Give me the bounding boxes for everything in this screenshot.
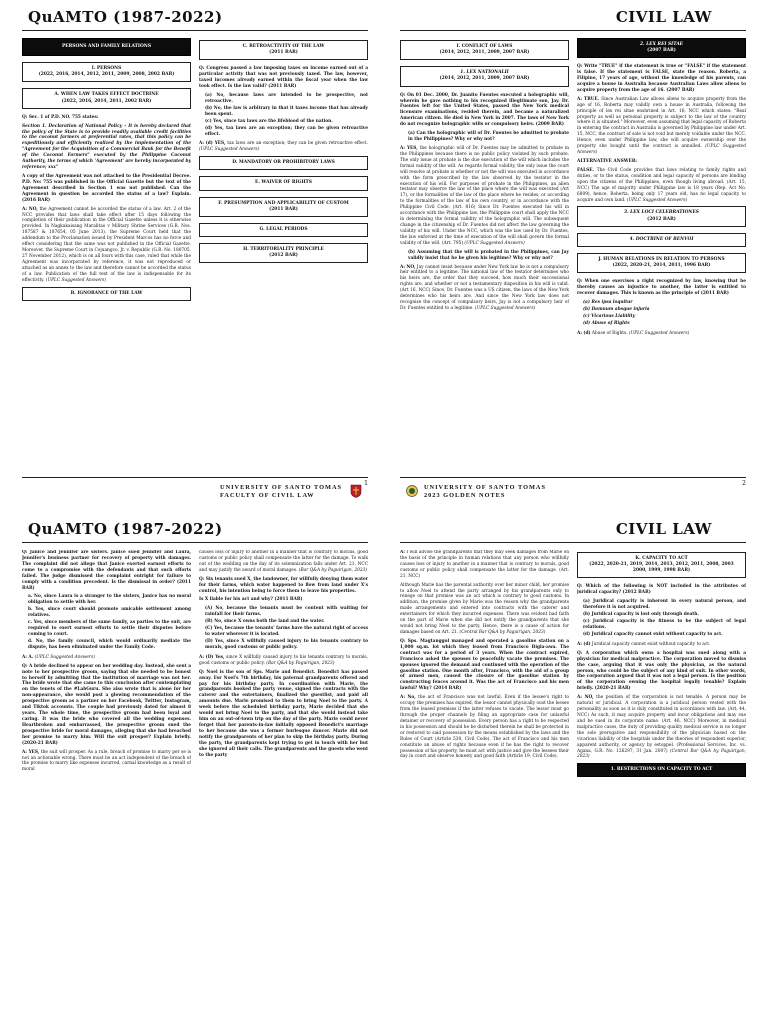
answer-continued <box>400 583 569 636</box>
option: b. Yes, since court should promote amicable settlement among relatives. <box>28 607 191 619</box>
answer-text: Abuse of Rights. <box>591 330 628 336</box>
page-1 <box>0 0 384 512</box>
answer <box>400 695 569 760</box>
option: (a) No, because laws are intended to be prospective, not retroactive. <box>205 93 368 104</box>
column-left <box>400 38 569 472</box>
quoted-provision: Section 1. Declaration of National Policy – It is hereby declared that the policy of the State is to provide readily available credit facilities to the coconut farmers at preferential rates, that this policy can be expeditiously and efficiently realized by the implementation of the "Agreement for the Acquisition of a Commercial Bank for the Benefit of the Coconut Farmers" executed by the Philippine Coconut Authority, the terms of which 'Agreement' are hereby incorporated by reference; xxx" <box>22 123 191 171</box>
answer-text: the act of Francisco was not lawful. Even if the lessee's right to occupy the premises has expired, the lessor cannot physically oust the lessee from the leased premises if the latter refuses to vacate. The lessor must go through the proper channels by filing an appropriate case for unlawful detainer or recovery of possession. Every person has a right to be respected in his possession and should he be disturbed therein he shall be protected in or restored to said possession by the means established by the laws and the Rules of Court (Article 539, Civil Code). The act of Francisco and his men constitute an abuse of rights because even if he has the right to recover possession of his property, he must act with justice and give the lessees their day in court and observe honesty and good faith (Article 19, Civil Code). <box>400 695 569 760</box>
answer-label: A: (d) <box>577 330 591 336</box>
question: Q: Congress passed a law imposing taxes on income earned out of a particular activity that was not previously taxed. The law, however, taxed incomes already earned within the fiscal year when the law took effect. Is the law valid? (2011 BAR) <box>199 66 368 90</box>
option: c. Yes, since members of the same family, as parties to the suit, are required to exert earnest efforts to settle their disputes before coming to court. <box>28 620 191 637</box>
answer-label: FALSE. <box>577 167 595 173</box>
question: Q: Six tenants sued X, the landowner, for willfully denying them water for their farms, which water happened to flow from land under X's control, his intention being to force them to leave his properties. <box>199 576 368 594</box>
answer-label: A: A. <box>22 654 34 660</box>
answer-text: The Civil Code provides that laws relating to family rights and duties, or to the status, condition and legal capacity of persons are binding upon the citizens of the Philippines, even though living abroad. (Art. 15, NCC) The age of majority under Philippine law is 18 years (Rep. Act No. 6809), hence, Roberta, being only 17 years old, has no legal capacity to acquire and own land. <box>577 167 746 203</box>
sub-question: (a) Can the holographic will of Dr. Fuentes be admitted to probate in the Philippines? Why or why not? <box>408 131 569 143</box>
option: (B) No, since X owns both the land and the water. <box>205 619 325 625</box>
topic-bar-years: (2014, 2012, 2011, 2009, 2007 BAR) <box>439 76 530 82</box>
university-seal-icon <box>406 484 418 498</box>
topic-title: K. CAPACITY TO ACT <box>635 556 688 561</box>
column-right <box>577 550 746 1020</box>
question: Q: When one exercises a right recognized by law, knowing that he thereby causes an injustice to another, the latter is entitled to recover damages. This is known as the principle of (2011 BAR) <box>577 279 746 297</box>
column-left <box>22 38 191 472</box>
page-number: 1 <box>364 480 368 487</box>
option: (A) No, because the tenants must be content with waiting for rainfall for their farms. <box>205 606 368 618</box>
answer-text: the suit will prosper. As a rule, breach of promise to marry per se is not an actionable wrong. There must be an act independent of the breach of the promise to marry like expenses incurred, carnal knowledge as a result of moral <box>22 749 191 773</box>
topic-bar-years: (2022, 2016, 2014, 2011, 2002 BAR) <box>61 98 152 104</box>
answer-label: A: No, <box>400 695 416 701</box>
column-right <box>199 38 368 472</box>
option: (d) Abuse of Rights <box>583 320 630 326</box>
sub-question: (b) Assuming that the will is probated in the Philippines, can Jay validly insist that he be given his legitime? Why or why not? <box>408 249 569 261</box>
answer-label: A: <box>400 550 405 555</box>
topic-box-territoriality <box>199 243 368 263</box>
option: (c) Vicarious Liability <box>583 313 636 319</box>
topic-bar-years: (2011 BAR) <box>269 206 298 212</box>
answer-source: (Bar Q&A by Paguirigan, 2023) <box>266 660 335 666</box>
question: Q: Write "TRUE" if the statement is true or "FALSE" if the statement is false. If the statement is FALSE, state the reason. Roberta, a Filipino, 17 years of age, without the knowledge of his parents, can acquire a house in Australia because Australian Laws allow aliens to acquire property from the age of 16. (2007 BAR) <box>577 64 746 93</box>
topic-bar-years: (2022, 2016, 2014, 2012, 2011, 2009, 2008, 2002 BAR) <box>38 72 175 78</box>
page-header: QuAMTO (1987-2022) <box>22 520 368 543</box>
answer-label: A: YES, <box>400 146 418 151</box>
university-crest-icon <box>350 484 362 498</box>
page-3 <box>0 512 384 1024</box>
answer-source: (UPLC Suggested Answers) <box>628 330 690 336</box>
answer-text: Since Australian Law allows aliens to acquire property from the age of 16, Roberta may validly own a house in Australia, following the principle of lex rei sitae enshrined in Art. 16, NCC which states: "Real property as well as personal property is subject to the law of the country where it is situated." Moreover, even assuming that legal capacity of Roberta in entering the contract in Australia is governed by Philippine law under Art. 15, NCC, the contract of sale is not void but merely voidable under the NCC. Hence, even under Philippine law, she will acquire ownership over the property she bought until the contract is annulled. <box>577 96 746 150</box>
page-header: CIVIL LAW <box>400 8 746 31</box>
topic-title: C. RETROACTIVITY OF THE LAW <box>242 44 325 49</box>
answer <box>199 655 368 667</box>
topic-box-custom <box>199 197 368 217</box>
topic-box-periods: G. LEGAL PERIODS <box>199 223 368 237</box>
option: a. No, since Laura is a stranger to the sisters, Janice has no moral obligation to settle with her. <box>28 594 191 606</box>
topic-box-restrictions: 1. RESTRICTIONS ON CAPACITY TO ACT <box>577 763 746 777</box>
topic-title: J. HUMAN RELATIONS IN RELATION TO PERSONS <box>598 256 725 262</box>
page-header: QuAMTO (1987-2022) <box>22 8 368 31</box>
answer-text: the Agreement cannot be accorded the status of a law. Art. 2 of the NCC provides that laws shall take effect after 15 days following the completion of their publication in the Official Gazette unless it is otherwise provided. In Nagkakaisang Maralitao v Military Shrine Services (G.R. Nos. 187587 & 187654, 05 June 2013), the Supreme Court held that the addendum to the Proclamation issued by President Marcos has no force and effect considering that the same was not published in the Official Gazette. Moreover, the Supreme Court in Cojuangco, Jr. v. Republic (G.R. No. 180705, 27 November 2012), which is on all fours with this case, ruled that while the Agreement was incorporated by reference, it was not reproduced or attached as an annex to the law and therefore cannot be accorded the status of a law. Publication of the full text of the law is indispensable for its effectivity. <box>22 206 191 283</box>
column-right <box>577 38 746 472</box>
answer-source: (UPLC Suggested Answers) <box>34 654 95 660</box>
answer <box>577 642 746 648</box>
option: (c) Yes, since tax laws are the lifeblood of the nation. <box>205 118 333 124</box>
page-columns <box>400 38 746 472</box>
footer-institution <box>424 484 546 500</box>
option: (C) Yes, because the tenants' farms have the natural right of access to water wherever it is located. <box>205 626 368 638</box>
answer-text: the position of the corporation is not tenable. A person may be natural or juridical. A corporation is a juridical person vested with the personality as soon as it is duly constituted in accordance with law. (Art. 44, NCC) As such, it may acquire property and incur obligations and may sue and be sued in its corporate name. (Art. 46, NCC) Moreover, in medical malpractice cases, the duty of providing quality medical service is no longer the sole prerogative and responsibility of the physician based on the vicarious liability of the hospitals under the theories of respondent superior, apparent authority, or agency by estoppel. (Professional Services, Inc. vs. Agana, G.R. No. 126297, 31 Jan. 2007) <box>577 695 746 754</box>
question: Q: A bride declined to appear on her wedding day. Instead, she sent a note to her prospective groom, saying that she needed to be honest to herself by admitting that the institution of marriage was not her. The bride wrote that she came to this conclusion after contemplating on the tenets of the #LabGuru. She also wrote that is alone for her non-appearance, she would post a glowing recommendation of the prospective groom as a partner on her Facebook, Twitter, Instagram, and Tiktok accounts. The couple had previously dated for almost 8 years. The whole time, the prospective groom had been loyal and caring. It was the bride who covered all the wedding expenses. Heartbroken and embarrassed, the prospective groom sued the prospective bride for moral damages, alleging that she had breached her promise to marry him. Will the suit prosper? Explain briefly. (2020-21 BAR) <box>22 663 191 746</box>
option: (a) Juridical capacity is inherent in every natural person, and therefore it is not acquired. <box>583 599 746 611</box>
topic-box-effect <box>22 88 191 108</box>
topic-title: I. PERSONS <box>91 66 122 72</box>
topic-box-capacity <box>577 552 746 578</box>
option: (b) No, the law is arbitrary in that it taxes income that has already been spent. <box>205 105 368 117</box>
option: (c) Juridical capacity is the fitness to be the subject of legal relations. <box>583 619 746 630</box>
answer <box>199 141 368 153</box>
answer-text: since X willfully caused injury to his tenants contrary to morals, good customs or public policy. <box>199 654 368 666</box>
question: Is X liable for his act and why? (2011 BAR) <box>199 597 303 603</box>
topic-box-rei-sitae <box>577 38 746 58</box>
question: Q: Janice and Jennifer are sisters. Janice sued Jennifer and Laura, Jennifer's business partner for recovery of property with damages. The complaint did not allege that Janice exerted earnest efforts to come to a compromise with the defendants and that such efforts failed. The judge dismissed the complaint outright for failure to comply with a condition precedent. Is the dismissal in order? (2011 BAR) <box>22 550 191 591</box>
topic-title: 2. LEX REI SITAE <box>639 42 684 47</box>
answer-source: (Central Bar Q&A by Paguirigan, 2023) <box>459 629 546 635</box>
topic-title: F. PRESUMPTION AND APPLICABILITY OF CUSTOM <box>218 200 349 206</box>
topic-bar-years: (2014, 2012, 2011, 2009, 2007 BAR) <box>439 50 530 56</box>
answer-label: A: TRUE. <box>577 96 600 102</box>
answer <box>577 695 746 760</box>
option: (d) Juridical capacity cannot exist without capacity to act. <box>583 631 723 637</box>
column-left <box>22 550 191 1020</box>
option: d. No, the family council, which would ordinarily mediate the dispute, has been eliminated under the Family Code. <box>28 638 191 650</box>
answer-label: A: YES, <box>22 749 40 755</box>
footer-institution <box>220 484 342 500</box>
answer <box>577 168 746 204</box>
topic-bar-years: (2011 BAR) <box>269 50 298 56</box>
answer <box>577 331 746 337</box>
answer-continued <box>199 550 368 574</box>
options-list <box>22 594 191 650</box>
topic-title: 1. LEX NATIONALII <box>460 70 509 76</box>
answer-text: Juridical capacity cannot exist without capacity to act. <box>591 641 711 647</box>
topic-box-mandatory: D. MANDATORY OR PROHIBITORY LAWS <box>199 156 368 170</box>
question: Q: Noel is the son of Sps. Marie and Benedict. Benedict has passed away. For Noel's 7th birthday, his paternal grandparents offered and pay for his birthday party. In coordination with Marie, the grandparents booked the party venue, signed the contracts with the caterer and the entertainers, finalized the guestlist, and paid all amounts due. Marie promised to them to bring Noel to the party. A week before the scheduled birthday party, Marie decided that she would not bring Noel to the party, and that she would instead take him on an out-of-town trip on the day of the party. Marie could never forget that her parents-in-law initially opposed Benedict's marriage to her because she was a former burlesque dancer. Marie did not notify the grandparents of her plan to skip the birthday party. During the party, the grandparents kept trying to get in touch with her but she ignored all their calls. The grandparents and the guests who went to the party <box>199 669 368 758</box>
answer-text: Although Marie has the parental authority over her minor child, her promise to allow Noel to attend the party arranged by his grandparents only to renege on that promise was an act which is contrary to good customs. In addition, the promise given by Marie was the reason why the grandparents made arrangements and entered into contracts with the caterer and entertainers for which they incurred expenses. There was evident bad faith on the part of Marie when she did not notify the grandparents that she would not bring Noel to the party. Hence, there is a cause of action for damages based on Art. 21. <box>400 582 569 635</box>
answer-source: (UPLC Suggested Answers) <box>577 144 746 156</box>
question: Q: Sec. 1 of P.D. NO. 755 states: <box>22 114 99 120</box>
topic-box-nationalii <box>400 66 569 86</box>
topic-title: 3. LEX LOCI CELEBRATIONES <box>624 210 699 216</box>
page-columns <box>22 550 368 1020</box>
answer-label: A: NO, <box>577 695 594 701</box>
answer <box>400 146 569 247</box>
section-banner: PERSONS AND FAMILY RELATIONS <box>22 38 191 56</box>
answer-source: (UPLC Suggested Answers) <box>626 197 688 203</box>
topic-title: A. WHEN LAW TAKES EFFECT DOCTRINE <box>54 92 159 98</box>
question: A copy of the Agreement was not attached to the Presidential Decree. P.D. No: 755 was published in the Official Gazette but the text of the Agreement described in Section 1 was not published. Can the Agreement in question be accorded the status of a law? Explain. (2016 BAR) <box>22 174 191 203</box>
topic-title: H. TERRITORIALITY PRINCIPLE <box>243 247 324 253</box>
answer-text: Jay cannot insist because under New York law he is not a compulsory heir entitled to a legitime. The national law of the testator determines who his heirs are, the order that they succeed, how much their successional rights are, and whether or not a testamentary disposition in his will is valid. (Art 16, NCC) Since, Dr. Fuentes was a US citizen, the laws of the New York determines who his heirs are. And since the New York law does not recognize the concept of compulsory heirs, Jay is not a compulsory heir of Dr. Fuentes entitled to a legitime. <box>400 264 569 311</box>
footer-university: UNIVERSITY OF SANTO TOMAS <box>220 484 342 491</box>
answer <box>400 265 569 312</box>
topic-title: I. CONFLICT OF LAWS <box>456 44 513 49</box>
answer-text: I will advise the grandparents that they may seek damages from Marie on the basis of the principle in human relations that any person who willfully causes loss or injury to another in a manner that is contrary to morals, good customs or public policy shall compensate the latter for the damage. (Art. 21, NCC) <box>400 550 569 579</box>
answer-source: (Bar Q&A by Paguirigan, 2023) <box>298 567 367 573</box>
footer-faculty: FACULTY OF CIVIL LAW <box>220 491 315 499</box>
topic-bar-years: (2022, 2020-21, 2014, 2011, 1996 BAR) <box>612 263 711 269</box>
answer-text: causes loss or injury to another in a manner that is contrary to morals, good customs or public policy shall compensate the latter for the damage. To walk out of the wedding on the day of its solemnization falls under Art. 21, NCC and may justify the award of moral damages. <box>199 550 368 573</box>
topic-box-ignorance: B. IGNORANCE OF THE LAW <box>22 287 191 301</box>
footer-notes: 2023 GOLDEN NOTES <box>424 491 506 499</box>
answer-label: A: (d) <box>577 641 591 647</box>
options-list <box>577 599 746 638</box>
answer <box>400 550 569 580</box>
page-number: 2 <box>742 480 746 487</box>
option: (D) Yes, since X willfully caused injury to his tenants contrary to morals, good customs or public policy. <box>205 638 368 650</box>
column-left <box>400 550 569 1020</box>
answer-source: (Central Bar Q&A by Paguirigan, 2023) <box>577 748 746 760</box>
page-4 <box>384 512 768 1024</box>
answer <box>22 750 191 774</box>
page-columns <box>22 38 368 472</box>
answer-label: A: NO, <box>22 206 38 212</box>
question: Q: Which of the following is NOT included in the attributes of juridical capacity? (2012 BAR) <box>577 584 746 596</box>
answer <box>22 207 191 284</box>
page-columns <box>400 550 746 1020</box>
answer-source: (UPLC Suggested Answers) <box>199 147 260 153</box>
question: Q: A corporation which owns a hospital was sued along with a physician for medical malpractice. The corporation moved to dismiss the case, arguing that it was only the physician, as the natural person, who could be the subject of any kind of suit. In other words, the corporation argued that it was not a legal person. Is the position of the corporation owning the hospital legally tenable? Explain briefly. (2020-21 BAR) <box>577 650 746 692</box>
answer <box>577 97 746 156</box>
option: (b) Juridical capacity is lost only through death. <box>583 612 699 618</box>
topic-box-waiver: E. WAIVER OF RIGHTS <box>199 176 368 190</box>
answer <box>22 655 191 661</box>
page-header: CIVIL LAW <box>400 520 746 543</box>
page-2 <box>384 0 768 512</box>
topic-box-human-relations <box>577 253 746 273</box>
topic-bar-years: (2012 BAR) <box>269 253 298 259</box>
answer-text: tax laws are an exception; they can be given retroactive effect. <box>227 141 368 147</box>
topic-bar-years: (2022, 2020-21, 2019, 2014, 2013, 2012, 2011, 2008, 2003 2000, 1999, 1998 BAR) <box>589 562 734 574</box>
option: (b) Damnum absque injuria <box>583 306 650 312</box>
topic-box-loci <box>577 206 746 226</box>
question: Q: On 01 Dec. 2000, Dr. Juanito Fuentes executed a holographic will, wherein he gave nothing to his recognized illegitimate son, Jay. Dr. Fuentes left for the United States, passed the New York medical licensure examinations, resided therein, and became a naturalized American citizen. He died in New York in 2007. The laws of New York do not recognize holographic wills or compulsory heirs. (2009 BAR) <box>400 92 569 128</box>
options-list <box>577 300 746 327</box>
answer-text: the holographic will of Dr. Fuentes may be admitted to probate in the Philippines because there is no public policy violated by such probate. The only issue at probate is the due execution of the will which includes the formal validity of the will. As regards formal validity, the only issue the court will resolve at probate is whether or not the will was executed in accordance with the form prescribed by the law observed by the testator in the execution of his will. For purposes of probate in the Philippines, an alien testator may observe the law of the place where the will was executed (Art 17), or the formalities of the law of the place where he resides, or according to the formalities of the law of his own country, or in accordance with the Philippine Civil Code. (Art. 816) Since Dr. Fuentes executed his will in accordance with the Philippine law, the Philippine court shall apply the NCC in determining the formal validity of the holographic will. The subsequent change in the citizenship of Dr. Fuentes did not affect the law governing the validity of his will. Under the NCC, which was the law used by Dr. Fuentes, the law enforced at the time of execution of the will shall govern the formal validity of the will. (Art. 795) <box>400 146 569 246</box>
answer-source: (UPLC Suggested Answers) <box>474 305 536 311</box>
options-list <box>199 606 368 650</box>
answer-source: (UPLC Suggested Answers) <box>45 277 107 283</box>
topic-box-persons <box>22 62 191 82</box>
question: Q: Sps. Magtanggol managed and operated a gasoline station on a 1,000 sq.m. lot which they leased from Francisco Bigla-awa. The contract was for a period of 3 years. When the contract expired, Francisco asked the spouses to peacefully vacate the premises. The spouses ignored the demand and continued with the operation of the gasoline station. One month after, Francisco, with the aid of a group of armed men, caused the closure of the gasoline station by constructing fences around it. Was the act of Francisco and his men lawful? Why? (2014 BAR) <box>400 638 569 692</box>
page-footer <box>22 477 368 504</box>
answer-label: A: NO, <box>400 264 416 270</box>
answer-label: A: (D) Yes, <box>199 654 225 660</box>
column-right <box>199 550 368 1020</box>
topic-box-renvoi: 4. DOCTRINE OF RENVOI <box>577 233 746 247</box>
page-footer <box>400 477 746 504</box>
topic-box-conflict <box>400 40 569 60</box>
topic-box-retroactivity <box>199 40 368 60</box>
footer-university: UNIVERSITY OF SANTO TOMAS <box>424 484 546 491</box>
option: (d) Yes, tax laws are an exception; they can be given retroactive effect. <box>205 125 368 137</box>
topic-bar-years: (2007 BAR) <box>647 48 676 54</box>
option: (a) Res ipsa loquitur <box>583 299 633 305</box>
answer-label: A: (d) YES, <box>199 141 226 147</box>
options-list <box>199 93 368 137</box>
topic-bar-years: (2012 BAR) <box>647 216 676 222</box>
answer-source: (UPLC Suggested Answers) <box>464 240 525 246</box>
alternative-answer-heading: ALTERNATIVE ANSWER: <box>577 158 638 164</box>
